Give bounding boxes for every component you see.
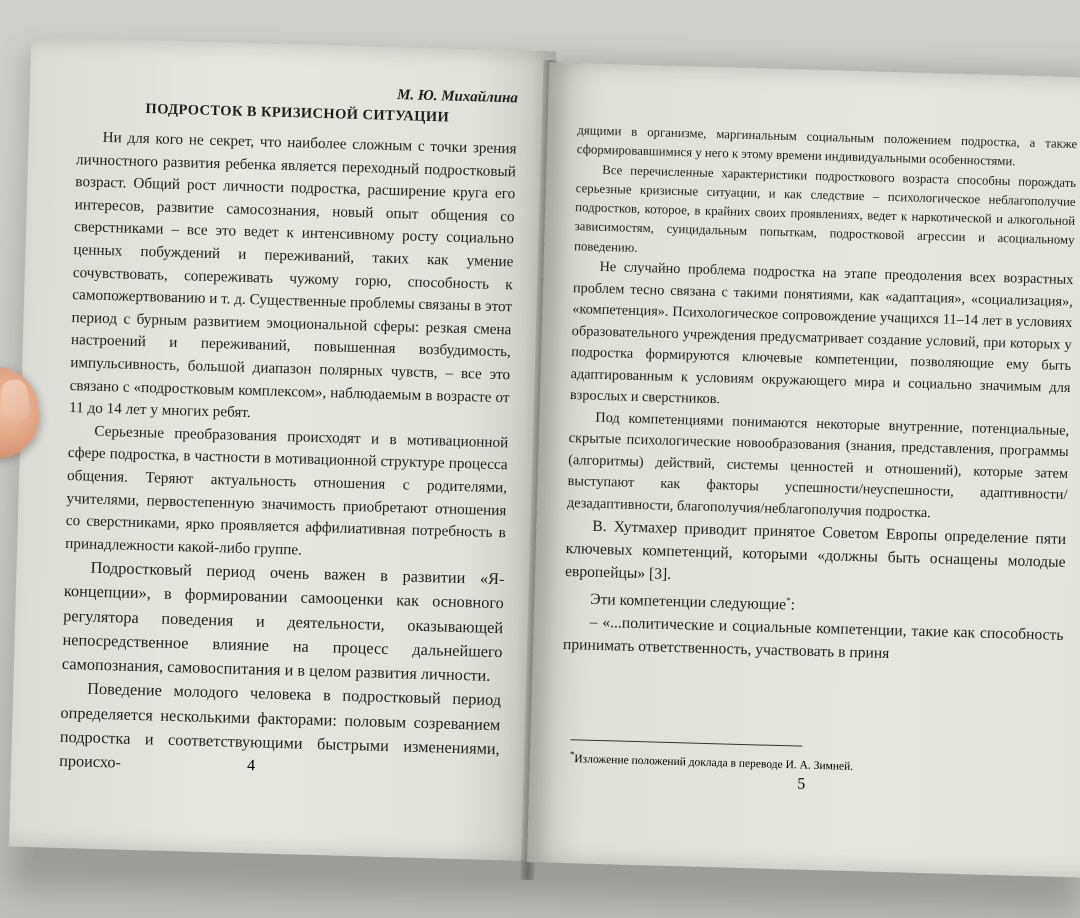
left-paragraph-3: Подростковый период очень важен в развитии «Я-концепции», в формировании самооценки как основного регулятора поведения и деятельности, оказывающей непосредственное влияние на процесс дальнейшего самопознания, самовоспитания и в целом развития личности. bbox=[61, 557, 505, 685]
competencies-intro: Эти компетенции следующие bbox=[590, 590, 787, 614]
right-paragraph-5: В. Хутмахер приводит принятое Советом Европы определение пяти ключевых компетенций, которыми «должны быть оснащены молодые европейцы» [3]. bbox=[564, 517, 1067, 584]
right-page-text bbox=[563, 121, 1078, 670]
article-title: ПОДРОСТОК В КРИЗИСНОЙ СИТУАЦИИ bbox=[145, 101, 450, 126]
left-page-number: 4 bbox=[246, 757, 256, 775]
right-page-number: 5 bbox=[796, 775, 806, 793]
right-paragraph-3: Не случайно проблема подростка на этапе преодоления всех возрастных проблем тесно связана с такими понятиями, как «адаптация», «социализация», «компетенция». Психологическое сопровождение учащихся 11–14 лет в условиях образовательного учреждения предусматривает создание условий, при которых у подростка формируются ключевые компетенции, позволяющие ему быть адаптированным к условиям окружающего мира и социально значимым для взрослых и сверстников. bbox=[569, 258, 1074, 408]
left-paragraph-1: Ни для кого не секрет, что наиболее сложным с точки зрения личностного развития ребенка является переходный подростковый возраст. Общий рост личности подростка, расширение круга его интересов, развитие самосознания, новый опыт общения со сверстниками – все это ведет к интенсивному росту социально ценных побуждений и переживаний, таких как умение сочувствовать, сопереживать чужому горю, способность к самопожертвованию и т. д. Существенные проблемы связаны в этот период с бурным развитием эмоциональной сферы: резкая смена настроений и переживаний, повышенная возбудимость, импульсивность, большой диапазон полярных чувств, – все это связано с «подростковым комплексом», наблюдаемым в возрасте от 11 до 14 лет у многих ребят. bbox=[68, 128, 517, 422]
author-name: М. Ю. Михайлина bbox=[396, 87, 519, 107]
left-page bbox=[9, 37, 556, 861]
right-page bbox=[527, 62, 1080, 877]
right-paragraph-7: – «...политические и социальные компетенции, такие как способность принимать ответственность, участвовать в приня bbox=[562, 613, 1064, 663]
right-paragraph-2: Все перечисленные характеристики подросткового возраста способны порождать серьезные кризисные ситуации, и как следствие – психологическое неблагополучие подростков, которое, в крайних своих проявлениях, ведет к наркотической и алкогольной зависимостям, суицидальным попыткам, подростковой агрессии и асоциальному поведению. bbox=[573, 162, 1077, 255]
footnote-divider bbox=[570, 739, 802, 746]
footnote-text: Изложение положений доклада в переводе И. А. Зимней. bbox=[574, 753, 854, 773]
left-page-text bbox=[59, 78, 518, 785]
thumb-nail bbox=[0, 378, 31, 423]
left-paragraph-4: Поведение молодого человека в подростковый период определяется несколькими факторами: половым созреванием подростка и соответствующими быстрыми изменениями, происхо- bbox=[58, 678, 502, 772]
left-paragraph-2: Серьезные преобразования происходят и в мотивационной сфере подростка, в частности в мотивационной структуре процесса общения. Теряют актуальность отношения с родителями, учителями, первостепенную значимость приобретают отношения со сверстниками, ярко проявляется аффилиативная потребность в принадлежности какой-либо группе. bbox=[65, 422, 509, 559]
right-paragraph-4: Под компетенциями понимаются некоторые внутренние, потенциальные, скрытые психологические новообразования (знания, представления, программы (алгоритмы) действий, системы ценностей и отношений), которые затем выступают как факторы успешности/неуспешности, адаптивности/дезадаптивности, благополучия/неблагополучия подростка. bbox=[566, 409, 1070, 521]
right-paragraph-1: дящими в организме, маргинальным социальным положением подростка, а также сформировавшимися у него к этому времени индивидуальными особенностями. bbox=[576, 123, 1078, 169]
footnote bbox=[570, 749, 854, 773]
competencies-colon: : bbox=[790, 596, 796, 614]
footnote-marker: * bbox=[786, 595, 791, 606]
footnote-star: * bbox=[569, 749, 575, 760]
